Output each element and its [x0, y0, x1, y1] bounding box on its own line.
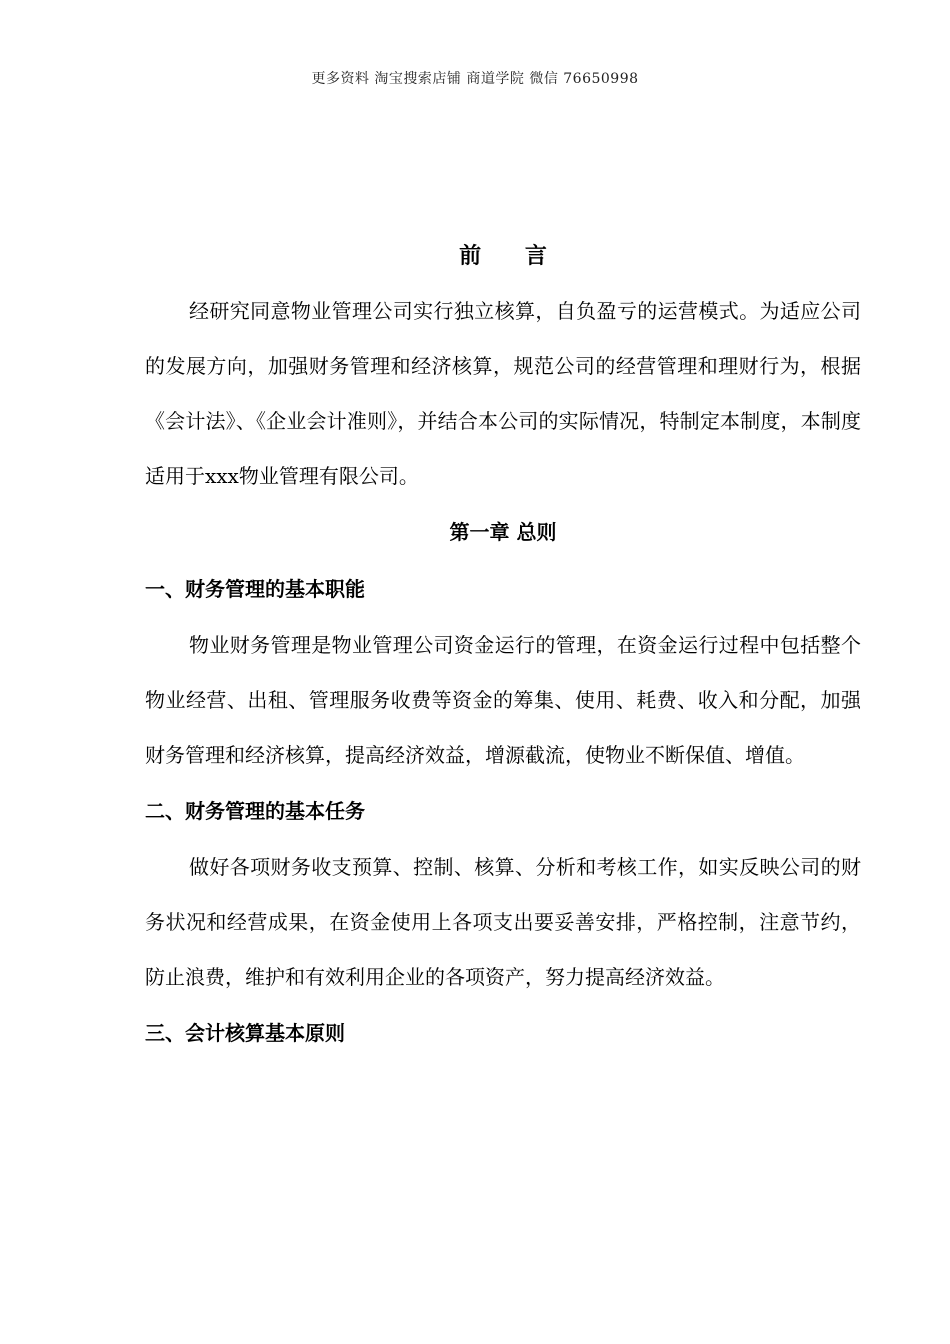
chapter-title: 第一章 总则 [449, 520, 557, 544]
preface-title: 前 言 [459, 243, 565, 269]
section-paragraph-1: 物业财务管理是物业管理公司资金运行的管理，在资金运行过程中包括整个物业经营、出租、管理服务收费等资金的筹集、使用、耗费、收入和分配，加强财务管理和经济核算，提高经济效益，增源截流，使物业不断保值、增值。 [145, 633, 861, 767]
section-paragraph-2: 做好各项财务收支预算、控制、核算、分析和考核工作，如实反映公司的财务状况和经营成果，在资金使用上各项支出要妥善安排，严格控制，注意节约，防止浪费，维护和有效利用企业的各项资产，努力提高经济效益。 [145, 855, 861, 989]
section-heading-1: 一、财务管理的基本职能 [145, 577, 365, 601]
section-heading-3: 三、会计核算基本原则 [145, 1021, 345, 1045]
preface-paragraph: 经研究同意物业管理公司实行独立核算，自负盈亏的运营模式。为适应公司的发展方向，加强财务管理和经济核算，规范公司的经营管理和理财行为，根据《会计法》、《企业会计准则》，并结合本公司的实际情况，特制定本制度，本制度适用于xxx物业管理有限公司。 [145, 299, 861, 488]
header-note: 更多资料 淘宝搜索店铺 商道学院 微信 76650998 [311, 71, 639, 87]
section-heading-2: 二、财务管理的基本任务 [145, 799, 365, 823]
document-body [145, 238, 861, 1062]
